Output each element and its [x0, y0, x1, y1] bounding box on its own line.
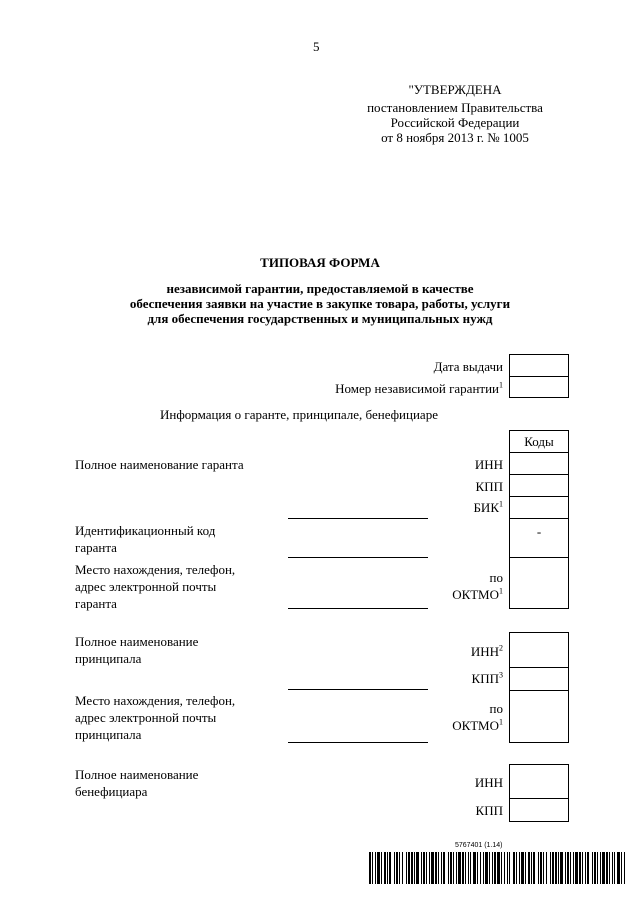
principal-address-line-1: Место нахождения, телефон,: [75, 693, 236, 708]
subtitle-line-1: независимой гарантии, предоставляемой в качестве: [166, 281, 474, 296]
principal-kpp-label: КПП$^3$: [471, 670, 503, 686]
guarantor-bik-box[interactable]: [509, 496, 569, 519]
approval-line-4: от 8 ноября 2013 г. № 1005: [381, 130, 529, 145]
principal-address-underline: [288, 742, 428, 743]
principal-full-name-line-2: принципала: [75, 651, 142, 666]
subtitle-line-2: обеспечения заявки на участие в закупке товара, работы, услуги: [129, 296, 511, 311]
approval-block: [340, 82, 570, 145]
principal-address-line-2: адрес электронной почты: [75, 710, 217, 725]
form-title: ТИПОВАЯ ФОРМА: [260, 255, 380, 270]
guarantor-id-code-value: -: [536, 524, 542, 539]
guarantor-name-underline: [288, 518, 428, 519]
barcode-text: 5767401 (1.14): [455, 842, 503, 849]
subtitle-line-3: для обеспечения государственных и муниципальных нужд: [147, 311, 493, 326]
guarantor-inn-label: ИНН: [474, 457, 503, 472]
principal-oktmo-line-1: по: [489, 701, 503, 716]
guarantor-kpp-box[interactable]: [509, 474, 569, 497]
guarantor-address-line-2: адрес электронной почты: [75, 579, 217, 594]
principal-name-underline: [288, 689, 428, 690]
guarantor-id-code-line-2: гаранта: [75, 540, 117, 555]
barcode-image: [369, 852, 625, 884]
beneficiary-full-name-line-1: Полное наименование: [75, 767, 199, 782]
approval-line-1: "УТВЕРЖДЕНА: [408, 82, 502, 97]
guarantor-inn-box[interactable]: [509, 452, 569, 475]
principal-full-name-line-1: Полное наименование: [75, 634, 199, 649]
guarantor-id-code-line-1: Идентификационный код: [75, 523, 216, 538]
issue-date-label: Дата выдачи: [433, 359, 503, 374]
beneficiary-full-name-label: [75, 767, 198, 799]
principal-oktmo-line-2: ОКТМО$^1$: [452, 717, 503, 733]
guarantor-oktmo-line-1: по: [489, 570, 503, 585]
principal-kpp-box[interactable]: [509, 667, 569, 691]
principal-inn-label: ИНН$^2$: [470, 643, 503, 659]
guarantor-kpp-label: КПП: [475, 479, 503, 494]
principal-address-label: [75, 693, 235, 742]
beneficiary-full-name-line-2: бенефициара: [75, 784, 148, 799]
guarantor-oktmo-label: [430, 570, 503, 602]
issue-date-box[interactable]: [509, 354, 569, 377]
approval-line-2: постановлением Правительства: [367, 100, 543, 115]
guarantor-address-label: [75, 562, 235, 611]
beneficiary-inn-label: ИНН: [474, 775, 503, 790]
guarantee-number-label: Номер независимой гарантии$^1$: [335, 380, 503, 396]
principal-full-name-label: [75, 634, 198, 666]
principal-inn-box[interactable]: [509, 632, 569, 668]
section-title: Информация о гаранте, принципале, бенефициаре: [160, 407, 438, 422]
beneficiary-kpp-label: КПП: [475, 803, 503, 818]
guarantor-oktmo-box[interactable]: [509, 557, 569, 609]
principal-address-line-3: принципала: [75, 727, 142, 742]
barcode-bar: [624, 852, 625, 884]
form-subtitle: [0, 281, 640, 326]
codes-label: Коды: [524, 434, 554, 449]
guarantor-address-line-1: Место нахождения, телефон,: [75, 562, 236, 577]
principal-oktmo-box[interactable]: [509, 690, 569, 743]
guarantor-bik-label: БИК$^1$: [473, 499, 503, 515]
guarantor-full-name-label: Полное наименование гаранта: [75, 457, 244, 472]
page-number: 5: [313, 39, 320, 54]
guarantor-id-code-underline: [288, 557, 428, 558]
beneficiary-kpp-box[interactable]: [509, 798, 569, 822]
principal-oktmo-label: [430, 701, 503, 733]
guarantor-address-line-3: гаранта: [75, 596, 117, 611]
guarantee-number-box[interactable]: [509, 376, 569, 398]
guarantor-id-code-label: [75, 523, 215, 555]
guarantor-address-underline: [288, 608, 428, 609]
beneficiary-inn-box[interactable]: [509, 764, 569, 799]
approval-line-3: Российской Федерации: [390, 115, 520, 130]
guarantor-oktmo-line-2: ОКТМО$^1$: [452, 586, 503, 602]
